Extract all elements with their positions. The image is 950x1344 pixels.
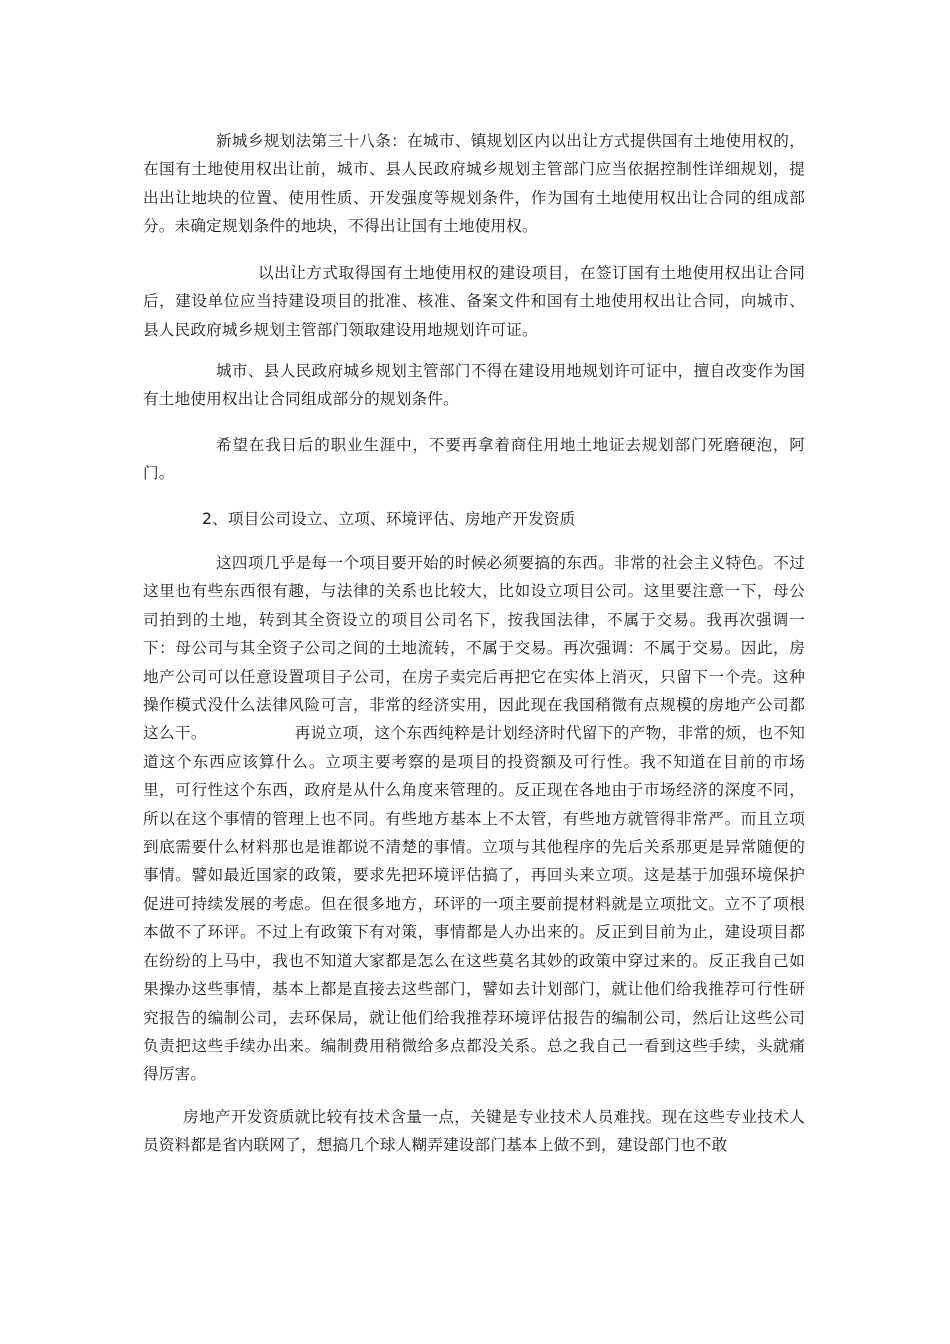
paragraph-personal-wish: 希望在我日后的职业生涯中，不要再拿着商住用地土地证去规划部门死磨硬泡，阿门。 xyxy=(143,436,805,483)
paragraph-project-company-and-approval: 这四项几乎是每一个项目要开始的时候必须要搞的东西。非常的社会主义特色。不过这里也有些东西很有趣，与法律的关系也比较大，比如设立项目公司。这里要注意一下，母公司拍到的土地，转到其全资设立的项目公司名下，按我国法律，不属于交易。我再次强调一下：母公司与其全资子公司之间的土地流转，不属于交易。再次强调：不属于交易。因此，房地产公司可以任意设置项目子公司，在房子卖完后再把它在实体上消灭，只留下一个壳。这种操作模式没什么法律风险可言，非常的经济实用，因此现在我国稍微有点规模的房地产公司都这么干。 再说立项，这个东西纯粹是计划经济时代留下的产物，非常的烦，也不知道这个东西应该算什么。立项主要考察的是项目的投资额及可行性。我不知道在目前的市场里，可行性这个东西，政府是从什么角度来管理的。反正现在各地由于市场经济的深度不同，所以在这个事情的管理上也不同。有些地方基本上不太管，有些地方就管得非常严。而且立项到底需要什么材料那也是谁都说不清楚的事情。立项与其他程序的先后关系那更是异常随便的事情。譬如最近国家的政策，要求先把环境评估搞了，再回头来立项。这是基于加强环境保护促进可持续发展的考虑。但在很多地方，环评的一项主要前提材料就是立项批文。立不了项根本做不了环评。不过上有政策下有对策，事情都是人办出来的。反正到目前为止，建设项目都在纷纷的上马中，我也不知道大家都是怎么在这些莫名其妙的政策中穿过来的。反正我自己如果操办这些事情，基本上都是直接去这些部门，譬如去计划部门，就让他们给我推荐可行性研究报告的编制公司，去环保局，就让他们给我推荐环境评估报告的编制公司，然后让这些公司负责把这些手续办出来。编制费用稍微给多点都没关系。总之我自己一看到这些手续，头就痛得厉害。 xyxy=(143,554,805,1084)
section-heading-project-setup: 2、项目公司设立、立项、环境评估、房地产开发资质 xyxy=(202,510,576,528)
paragraph-planning-law-article-38: 新城乡规划法第三十八条：在城市、镇规划区内以出让方式提供国有土地使用权的，在国有土地使用权出让前，城市、县人民政府城乡规划主管部门应当依据控制性详细规划，提出出让地块的位置、使用性质、开发强度等规划条件，作为国有土地使用权出让合同的组成部分。未确定规划条件的地块，不得出让国有土地使用权。 xyxy=(143,132,805,236)
paragraph-planning-conditions-unchangeable: 城市、县人民政府城乡规划主管部门不得在建设用地规划许可证中，擅自改变作为国有土地使用权出让合同组成部分的规划条件。 xyxy=(143,362,805,409)
paragraph-land-use-permit-application: 以出让方式取得国有土地使用权的建设项目，在签订国有土地使用权出让合同后，建设单位应当持建设项目的批准、核准、备案文件和国有土地使用权出让合同，向城市、县人民政府城乡规划主管部门领取建设用地规划许可证。 xyxy=(143,264,805,339)
paragraph-development-qualification: 房地产开发资质就比较有技术含量一点，关键是专业技术人员难找。现在这些专业技术人员资料都是省内联网了，想搞几个球人糊弄建设部门基本上做不到，建设部门也不敢 xyxy=(143,1108,805,1155)
